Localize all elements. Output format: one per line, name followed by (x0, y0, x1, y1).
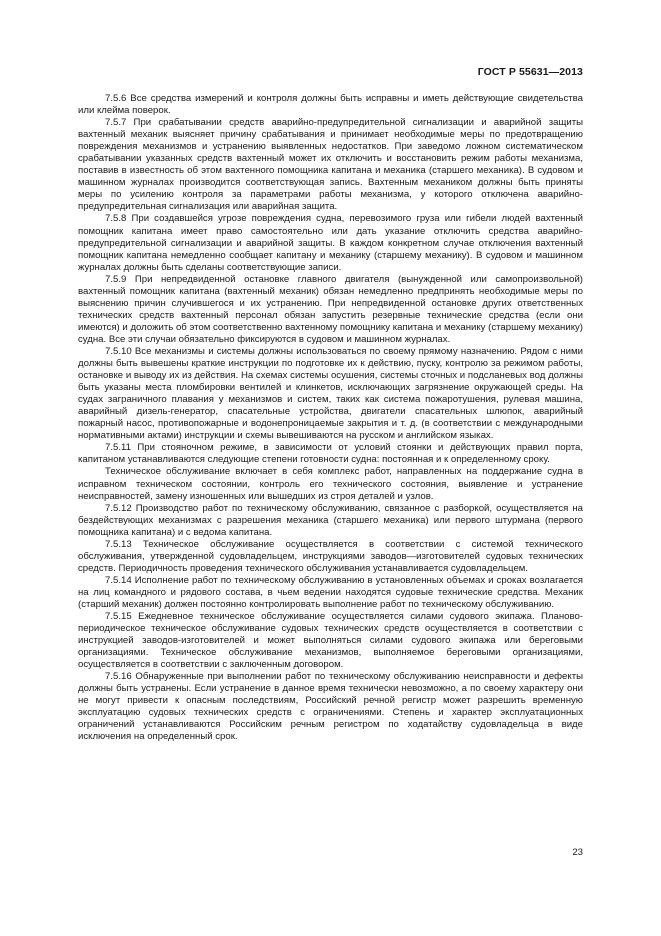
page-number: 23 (572, 847, 583, 858)
document-code: ГОСТ Р 55631—2013 (477, 66, 583, 78)
paragraph-7-5-8: 7.5.8 При создавшейся угрозе повреждения судна, перевозимого груза или гибели людей вахтенный помощник капитана имеет право самостоятельно или дать указание отключить средства аварийно-предупредительной сигнализации и аварийной защиты. В каждом конкретном случае отключения вахтенный помощник капитана немедленно сообщает капитану и механику (старшему механику). В судовом и машинном журналах должны быть сделаны соответствующие записи. (78, 213, 583, 273)
paragraph-7-5-6: 7.5.6 Все средства измерений и контроля должны быть исправны и иметь действующие свидетельства или клейма поверок. (78, 93, 583, 117)
paragraph-maintenance-definition: Техническое обслуживание включает в себя комплекс работ, направленных на поддержание судна в исправном техническом состоянии, контроль его технического состояния, выявление и устранение неисправностей, замену изношенных или вышедших из строя деталей и узлов. (78, 466, 583, 502)
paragraph-7-5-9: 7.5.9 При непредвиденной остановке главного двигателя (вынужденной или самопроизвольной) вахтенный помощник капитана (вахтенный механик) обязан немедленно предпринять необходимые меры по выяснению причин случившегося и их устранению. При непредвиденной остановке других ответственных технических средств вахтенный персонал обязан запустить резервные технические средства (если они имеются) и доложить об этом соответственно вахтенному помощнику капитана и механику (старшему механику) судна. Все эти случаи обязательно фиксируются в судовом и машинном журналах. (78, 273, 583, 345)
paragraph-7-5-15: 7.5.15 Ежедневное техническое обслуживание осуществляется силами судового экипажа. Планово-периодическое техническое обслуживание судовых технических средств осуществляется в соответствии с инструкцией заводов-изготовителей и может выполняться силами судового экипажа или береговыми организациями. Техническое обслуживание механизмов, выполняемое береговыми организациями, осуществляется в соответствии с заключенным договором. (78, 611, 583, 671)
paragraph-7-5-14: 7.5.14 Исполнение работ по техническому обслуживанию в установленных объемах и сроках возлагается на лиц командного и рядового состава, в чьем ведении находятся судовые технические средства. Механик (старший механик) должен постоянно контролировать выполнение работ по техническому обслуживанию. (78, 574, 583, 610)
document-body (78, 93, 583, 744)
paragraph-7-5-10: 7.5.10 Все механизмы и системы должны использоваться по своему прямому назначению. Рядом с ними должны быть вывешены краткие инструкции по подготовке их к действию, пуску, контролю за режимом работы, остановке и выводу их из действия. На схемах системы осушения, системы сточных и подсланевых вод должны быть указаны места пломбировки вентилей и клинкетов, исключающих загрязнение окружающей среды. На судах заграничного плавания у механизмов и систем, таких как система пожаротушения, рулевая машина, аварийный дизель-генератор, спасательные устройства, двигатели спасательных шлюпок, аварийный пожарный насос, противопожарные и водонепроницаемые закрытия и т. д. (в соответствии с международными нормативными актами) инструкции и схемы вывешиваются на русском и английском языках. (78, 345, 583, 442)
paragraph-7-5-12: 7.5.12 Производство работ по техническому обслуживанию, связанное с разборкой, осуществляется на бездействующих механизмах с разрешения механика (старшего механика) или первого штурмана (первого помощника капитана) и с ведома капитана. (78, 502, 583, 538)
paragraph-7-5-16: 7.5.16 Обнаруженные при выполнении работ по техническому обслуживанию неисправности и дефекты должны быть устранены. Если устранение в данное время технически невозможно, а по своему характеру они не могут привести к опасным последствиям, Российский речной регистр может разрешить временную эксплуатацию судовых технических средств с ограничениями. Степень и характер эксплуатационных ограничений устанавливаются Российским речным регистром по ходатайству судовладельца в виде исключения на определенный срок. (78, 671, 583, 743)
paragraph-7-5-7: 7.5.7 При срабатывании средств аварийно-предупредительной сигнализации и аварийной защиты вахтенный механик выясняет причину срабатывания и принимает необходимые меры по предотвращению повреждения механизмов и устранению выявленных недостатков. При заведомо ложном систематическом срабатывании указанных средств вахтенный может их отключить и восстановить режим работы механизма, поставив в известность об этом вахтенного помощника капитана и механика (старшего механика). В судовом и машинном журналах производится соответствующая запись. Вахтенным механиком должны быть приняты меры по усилению контроля за параметрами работы механизма, у которого отключена аварийно-предупредительная сигнализация или аварийная защита. (78, 117, 583, 213)
paragraph-7-5-11: 7.5.11 При стояночном режиме, в зависимости от условий стоянки и действующих правил порта, капитаном устанавливаются следующие степени готовности судна: постоянная и к определенному сроку. (78, 442, 583, 466)
paragraph-7-5-13: 7.5.13 Техническое обслуживание осуществляется в соответствии с системой технического обслуживания, утвержденной судовладельцем, инструкциями заводов—изготовителей судовых технических средств. Периодичность проведения технического обслуживания устанавливается судовладельцем. (78, 538, 583, 574)
